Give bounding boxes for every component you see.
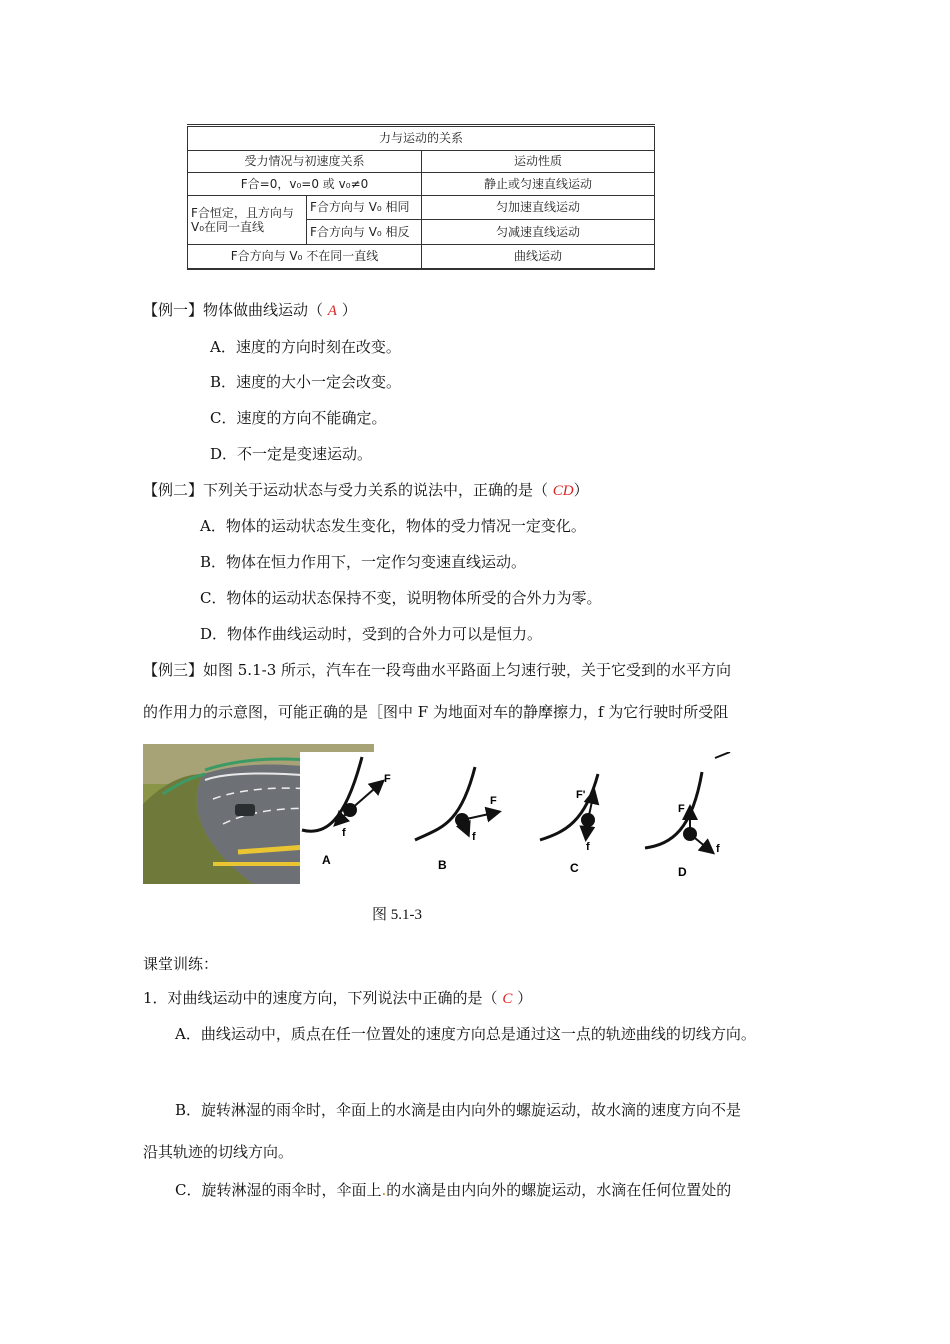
table-row3-left: F合方向与 V₀ 不在同一直线: [188, 244, 422, 269]
diagram-c: [540, 774, 598, 875]
diagram-b: [415, 767, 498, 872]
example1-stem: 【例一】物体做曲线运动（ A ）: [143, 301, 357, 319]
label-f: f: [586, 841, 590, 853]
example2-option-c: C．物体的运动状态保持不变，说明物体所受的合外力为零。: [200, 589, 602, 607]
table-header-left: 受力情况与初速度关系: [188, 150, 422, 173]
label-F: F: [490, 795, 497, 807]
table-row2a-right: 匀加速直线运动: [422, 195, 655, 220]
table-row3-right: 曲线运动: [422, 244, 655, 269]
diagram-c-label: C: [570, 861, 579, 875]
example2-answer: CD: [552, 483, 574, 499]
practice-q1-option-b-line1: B．旋转淋湿的雨伞时，伞面上的水滴是由内向外的螺旋运动，故水滴的速度方向不是: [175, 1101, 742, 1119]
table-title: 力与运动的关系: [188, 126, 655, 151]
practice-q1-stem: 1．对曲线运动中的速度方向，下列说法中正确的是（ C ）: [143, 989, 533, 1007]
example3-line1: 【例三】如图 5.1-3 所示，汽车在一段弯曲水平路面上匀速行驶，关于它受到的水平方向: [143, 661, 732, 679]
practice-heading: 课堂训练：: [143, 955, 219, 973]
table-row2b-sub: F合方向与 V₀ 相反: [307, 220, 422, 245]
practice-q1-answer: C: [502, 991, 513, 1007]
table-header-right: 运动性质: [422, 150, 655, 173]
diagram-d-label: D: [678, 865, 687, 879]
table-row2-condition: F合恒定，且方向与V₀在同一直线: [188, 195, 307, 244]
example3-line2: 的作用力的示意图，可能正确的是［图中 F 为地面对车的静摩擦力，f 为它行驶时所受阻: [143, 703, 729, 721]
force-diagrams: [300, 752, 760, 884]
example1-answer: A: [327, 303, 337, 319]
practice-q1-option-b-line2: 沿其轨迹的切线方向。: [143, 1143, 294, 1161]
practice-q1-option-a: A．曲线运动中，质点在任一位置处的速度方向总是通过这一点的轨迹曲线的切线方向。: [175, 1025, 756, 1043]
example1-option-b: B．速度的大小一定会改变。: [210, 373, 402, 391]
label-F: F: [678, 803, 685, 815]
practice-q1-option-c-line1: C．旋转淋湿的雨伞时，伞面上.的水滴是由内向外的螺旋运动，水滴在任何位置处的: [175, 1181, 732, 1199]
diagram-a-label: A: [322, 853, 331, 867]
label-f: f: [472, 831, 476, 843]
example2-option-b: B．物体在恒力作用下，一定作匀变速直线运动。: [200, 553, 527, 571]
label-f: f: [716, 843, 720, 855]
example2-option-d: D．物体作曲线运动时，受到的合外力可以是恒力。: [200, 625, 543, 643]
example1-option-d: D．不一定是变速运动。: [210, 445, 373, 463]
table-row1-right: 静止或匀速直线运动: [422, 173, 655, 196]
force-motion-table: [187, 124, 655, 270]
example2-stem: 【例二】下列关于运动状态与受力关系的说法中，正确的是（ CD）: [143, 481, 589, 499]
figure-caption: 图 5.1-3: [372, 907, 422, 923]
label-f: f: [342, 827, 346, 839]
label-F: F: [384, 773, 391, 785]
table-row2a-sub: F合方向与 V₀ 相同: [307, 195, 422, 220]
diagram-b-label: B: [438, 858, 447, 872]
example2-option-a: A．物体的运动状态发生变化，物体的受力情况一定变化。: [200, 517, 586, 535]
table-row2b-right: 匀减速直线运动: [422, 220, 655, 245]
diagram-d: [645, 752, 730, 879]
example1-option-c: C．速度的方向不能确定。: [210, 409, 387, 427]
example1-option-a: A．速度的方向时刻在改变。: [210, 338, 401, 356]
table-row1-left: F合=0，v₀=0 或 v₀≠0: [188, 173, 422, 196]
mark-dot: .: [381, 1181, 387, 1199]
label-Fprime: F': [576, 789, 586, 801]
